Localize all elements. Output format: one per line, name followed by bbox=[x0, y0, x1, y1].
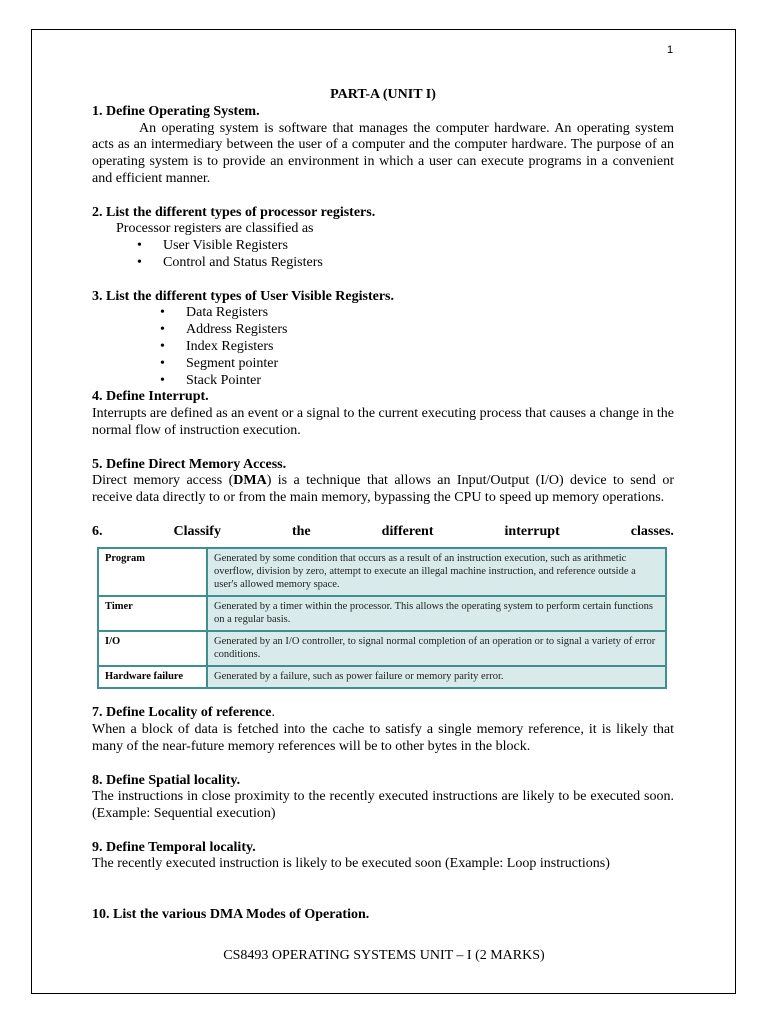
list-item: • Data Registers bbox=[160, 305, 269, 321]
table-row bbox=[98, 631, 666, 666]
q5-title: 5. Define Direct Memory Access. bbox=[92, 456, 287, 472]
page-number: 1 bbox=[667, 44, 674, 56]
table-cell-desc: Generated by a timer within the processor. This allows the operating system to perform certain functions on a regular basis. bbox=[207, 596, 666, 631]
table-cell-desc: Generated by some condition that occurs as a result of an instruction execution, such as arithmetic overflow, division by zero, attempt to execute an illegal machine instruction, and reference outside a user's allowed memory space. bbox=[207, 548, 666, 596]
q9-answer: The recently executed instruction is likely to be executed soon (Example: Loop instructions) bbox=[92, 856, 610, 872]
q10-title: 10. List the various DMA Modes of Operation. bbox=[92, 906, 370, 922]
list-item: • Segment pointer bbox=[160, 355, 279, 371]
q6-title: 6. Classify the different interrupt classes. bbox=[92, 523, 674, 539]
q8-answer: The instructions in close proximity to the recently executed instructions are likely to be executed soon. (Example: Sequential execution) bbox=[92, 789, 674, 822]
list-item: • Stack Pointer bbox=[160, 372, 262, 388]
q2-intro: Processor registers are classified as bbox=[116, 221, 314, 237]
table-cell-desc: Generated by an I/O controller, to signal normal completion of an operation or to signal a variety of error conditions. bbox=[207, 631, 666, 666]
table-cell-desc: Generated by a failure, such as power failure or memory parity error. bbox=[207, 666, 666, 688]
page-title: PART-A (UNIT I) bbox=[330, 87, 436, 102]
q4-answer: Interrupts are defined as an event or a signal to the current executing process that causes a change in the normal flow of instruction execution. bbox=[92, 406, 674, 438]
table-cell-class: Program bbox=[98, 548, 207, 596]
table-row bbox=[98, 548, 666, 596]
table-row bbox=[98, 596, 666, 631]
q7-answer: When a block of data is fetched into the cache to satisfy a single memory reference, it is likely that many of the near-future memory references will be to other bytes in the block. bbox=[92, 722, 674, 754]
q7-title: 7. Define Locality of reference. bbox=[92, 705, 275, 721]
table-cell-class: Hardware failure bbox=[98, 666, 207, 688]
q4-title: 4. Define Interrupt. bbox=[92, 389, 209, 405]
q9-title: 9. Define Temporal locality. bbox=[92, 839, 256, 855]
list-item: • Index Registers bbox=[160, 338, 274, 354]
q1-title: 1. Define Operating System. bbox=[92, 103, 260, 119]
q1-answer: An operating system is software that manages the computer hardware. An operating system acts as an intermediary between the user of a computer and the computer hardware. The purpose of an operating system is to provide an environment in which a user can execute programs in a convenient and efficient manner. bbox=[92, 120, 674, 186]
q2-title: 2. List the different types of processor registers. bbox=[92, 204, 376, 220]
q5-answer: Direct memory access (DMA) is a technique that allows an Input/Output (I/O) device to send or receive data directly to or from the main memory, bypassing the CPU to speed up memory operations. bbox=[92, 473, 674, 506]
interrupt-classes-table bbox=[97, 547, 667, 689]
table-cell-class: I/O bbox=[98, 631, 207, 666]
q3-title: 3. List the different types of User Visible Registers. bbox=[92, 288, 394, 304]
list-item: • User Visible Registers bbox=[137, 238, 288, 254]
q3-list bbox=[92, 305, 674, 389]
document-body bbox=[92, 87, 674, 924]
table-cell-class: Timer bbox=[98, 596, 207, 631]
list-item: • Address Registers bbox=[160, 322, 288, 338]
q2-list bbox=[92, 238, 674, 272]
list-item: • Control and Status Registers bbox=[137, 254, 323, 270]
q8-title: 8. Define Spatial locality. bbox=[92, 772, 241, 788]
table-row bbox=[98, 666, 666, 688]
page-footer: CS8493 OPERATING SYSTEMS UNIT – I (2 MARKS) bbox=[223, 948, 545, 963]
